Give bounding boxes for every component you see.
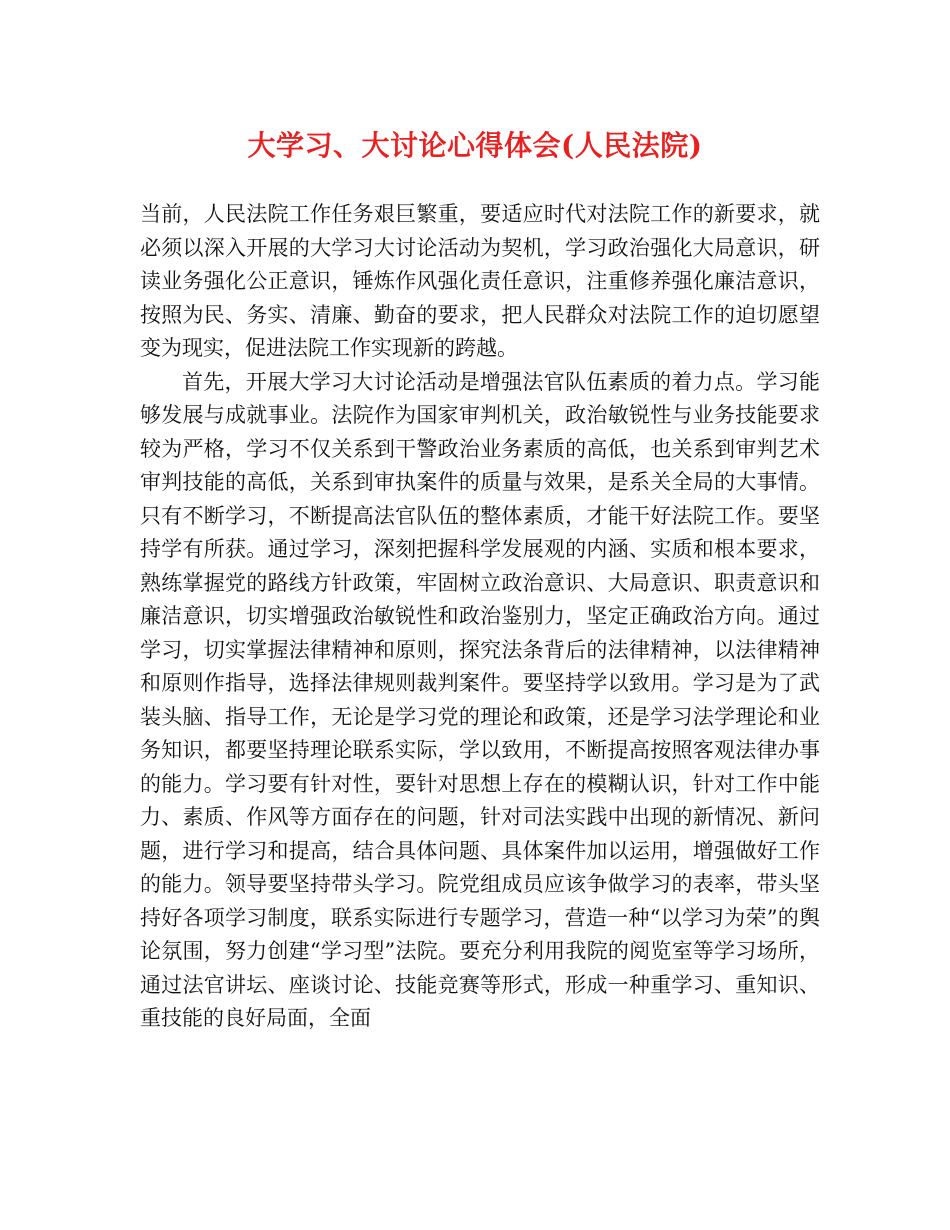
document-title: 大学习、大讨论心得体会(人民法院) — [247, 129, 703, 162]
paragraph-first-point: 首先，开展大学习大讨论活动是增强法官队伍素质的着力点。学习能够发展与成就事业。法院作为国家审判机关，政治敏锐性与业务技能要求较为严格，学习不仅关系到干警政治业务素质的高低，也关系到审判艺术审判技能的高低，关系到审执案件的质量与效果，是系关全局的大事情。只有不断学习，不断提高法官队伍的整体素质，才能干好法院工作。要坚持学有所获。通过学习，深刻把握科学发展观的内涵、实质和根本要求，熟练掌握党的路线方针政策，牢固树立政治意识、大局意识、职责意识和廉洁意识，切实增强政治敏锐性和政治鉴别力，坚定正确政治方向。通过学习，切实掌握法律精神和原则，探究法条背后的法律精神，以法律精神和原则作指导，选择法律规则裁判案件。要坚持学以致用。学习是为了武装头脑、指导工作，无论是学习党的理论和政策，还是学习法学理论和业务知识，都要坚持理论联系实际，学以致用，不断提高按照客观法律办事的能力。学习要有针对性，要针对思想上存在的模糊认识，针对工作中能力、素质、作风等方面存在的问题，针对司法实践中出现的新情况、新问题，进行学习和提高，结合具体问题、具体案件加以运用，增强做好工作的能力。领导要坚持带头学习。院党组成员应该争做学习的表率，带头坚持好各项学习制度，联系实际进行专题学习，营造一种“以学习为荣”的舆论氛围，努力创建“学习型”法院。要充分利用我院的阅览室等学习场所，通过法官讲坛、座谈讨论、技能竞赛等形式，形成一种重学习、重知识、重技能的良好局面，全面 — [140, 369, 820, 1030]
document-body — [140, 198, 820, 1036]
paragraph-intro: 当前，人民法院工作任务艰巨繁重，要适应时代对法院工作的新要求，就必须以深入开展的大学习大讨论活动为契机，学习政治强化大局意识，研读业务强化公正意识，锤炼作风强化责任意识，注重修养强化廉洁意识，按照为民、务实、清廉、勤奋的要求，把人民群众对法院工作的迫切愿望变为现实，促进法院工作实现新的跨越。 — [140, 202, 820, 360]
